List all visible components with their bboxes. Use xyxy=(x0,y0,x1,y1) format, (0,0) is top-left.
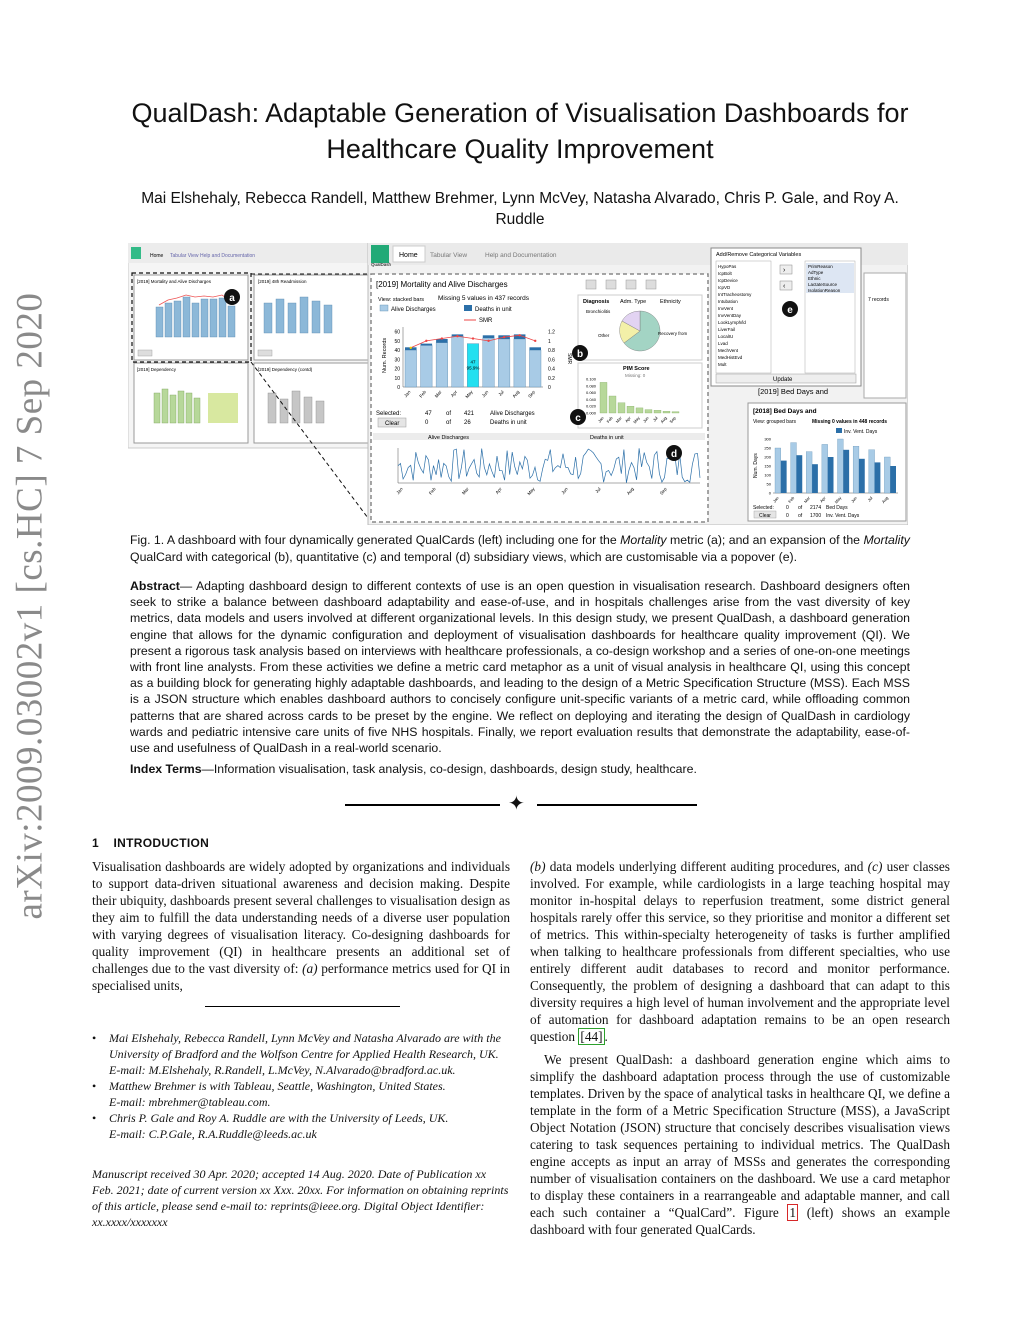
available-var-item: IcpDevice xyxy=(718,278,738,283)
temporal-month-label: Aug xyxy=(625,486,635,496)
tab-ethnicity[interactable]: Ethnicity xyxy=(660,299,681,305)
x-tick-label: Aug xyxy=(511,389,521,399)
svg-text:[2019] Dependency (contd): [2019] Dependency (contd) xyxy=(258,367,313,372)
intro-right-column xyxy=(530,858,950,1238)
svg-text:0: 0 xyxy=(786,505,789,511)
temporal-month-label: May xyxy=(526,486,536,497)
arxiv-identifier: arXiv:2009.03002v1 [cs.HC] 7 Sep 2020 xyxy=(9,292,51,920)
y-tick-label: 50 xyxy=(394,338,400,345)
y-tick-label: 10 xyxy=(394,375,400,382)
svg-text:Alive Discharges: Alive Discharges xyxy=(391,307,436,313)
available-var-item: MechVent xyxy=(718,348,739,353)
pim-tick-label: 0.100 xyxy=(585,376,596,382)
x-tick-label: Jul xyxy=(497,389,505,398)
svg-text:Num. Days: Num. Days xyxy=(753,453,759,478)
y2-tick-label: 0 xyxy=(548,385,551,391)
bed-bar xyxy=(869,450,875,493)
svg-text:View: stacked bars: View: stacked bars xyxy=(378,297,425,303)
svg-text:of: of xyxy=(446,420,452,426)
invvent-bar xyxy=(812,464,818,493)
available-var-item: IntTracheostomy xyxy=(718,292,752,297)
mini-card-readmission xyxy=(254,275,368,360)
pim-bar xyxy=(627,406,634,413)
diagnosis-pie xyxy=(620,311,660,351)
bed-y-tick-label: 100 xyxy=(764,472,771,478)
card-icon-1[interactable] xyxy=(586,280,596,289)
invvent-bar xyxy=(890,466,896,493)
pim-tick-label: 0.040 xyxy=(585,396,596,402)
svg-text:0: 0 xyxy=(786,513,789,519)
svg-text:d: d xyxy=(670,449,678,460)
bed-x-label: May xyxy=(833,495,843,505)
y-tick-label: 60 xyxy=(394,329,400,336)
svg-text:Bed Days: Bed Days xyxy=(826,505,848,511)
bar-alive-jul xyxy=(498,339,510,387)
x-tick-label: Mar xyxy=(433,389,443,399)
bar-alive-aug xyxy=(514,339,526,387)
svg-text:Update: Update xyxy=(773,377,793,383)
main-card-title: [2019] Mortality and Alive Discharges xyxy=(376,280,508,289)
pim-tick-label: 0.060 xyxy=(585,390,596,396)
bed-x-label: Apr xyxy=(818,495,827,504)
pim-x-label: Jun xyxy=(641,415,650,424)
figure-caption: Fig. 1. A dashboard with four dynamically generated QualCards (left) including one for the Mortality metric (a); and an expansion of the Mortality QualCard with categorical (b), quantitative (c) and temporal (d) subsidiary views, which are customisable via a popover (e). xyxy=(130,533,910,564)
bed-bar xyxy=(838,439,844,493)
svg-text:Missing 5 values in 437 record: Missing 5 values in 437 records xyxy=(438,295,530,302)
svg-text:Inv. Vent. Days: Inv. Vent. Days xyxy=(826,513,860,519)
y-tick-label: 0 xyxy=(397,385,400,391)
svg-text:[2019] 48h Readmission: [2019] 48h Readmission xyxy=(258,279,307,284)
pim-tick-label: 0.020 xyxy=(585,403,596,409)
available-var-item: IcpBolt xyxy=(718,271,732,276)
temporal-month-label: Sep xyxy=(658,486,668,496)
section-divider xyxy=(340,791,700,815)
card-icon-3[interactable] xyxy=(626,280,636,289)
pim-bar xyxy=(600,382,607,413)
smr-point xyxy=(503,336,505,338)
mini-card-dependency xyxy=(134,363,248,443)
smr-point xyxy=(472,337,474,339)
bed-x-label: Mar xyxy=(802,495,812,504)
available-var-item: InvVentDay xyxy=(718,313,742,318)
bar-alive-sep xyxy=(529,350,541,387)
figure-svg xyxy=(128,243,908,525)
pim-tick-label: 0.000 xyxy=(585,410,596,416)
selected-var-item: LactateSource xyxy=(808,282,838,287)
svg-text:b: b xyxy=(576,349,584,360)
smr-point xyxy=(441,337,443,339)
available-var-item: Mult xyxy=(718,362,727,367)
temporal-tabbar xyxy=(373,433,705,440)
y2-tick-label: 0.2 xyxy=(548,375,555,382)
pim-bar xyxy=(609,396,616,413)
available-var-item: InvVent xyxy=(718,306,734,311)
bed-bar xyxy=(806,452,812,493)
invvent-bar xyxy=(875,462,881,493)
bar-data-label: 47 xyxy=(470,359,476,365)
y2-tick-label: 0.8 xyxy=(548,348,555,355)
y-tick-label: 40 xyxy=(394,348,400,355)
citation-link[interactable]: [44] xyxy=(580,1029,603,1044)
bed-y-tick-label: 0 xyxy=(768,490,771,496)
svg-text:Num. Records: Num. Records xyxy=(382,337,388,373)
svg-text:7 records: 7 records xyxy=(868,297,889,303)
bed-bar xyxy=(822,444,828,493)
invvent-bar xyxy=(859,459,865,493)
svg-text:Bronchiolitis: Bronchiolitis xyxy=(586,309,611,314)
card-icon-2[interactable] xyxy=(606,280,616,289)
bed-y-tick-label: 50 xyxy=(766,481,771,487)
temporal-month-label: Feb xyxy=(427,486,437,496)
abstract: Abstract— Adapting dashboard design to different contexts of use is an open question in visualisation research. Dashboard designers often seek to strike a balance between dashboard adaptability and ease-of-use, and in hospitals challenges arise from the vast diversity of key metrics, data models and users involved at different organizational levels. In this design study, we present QualDash, a dashboard generation engine that allows for the dynamic configuration and deployment of visualisation dashboards for healthcare quality improvement (QI). We present a rigorous task analysis based on interviews with healthcare professionals, a co-design workshop and a series of one-on-one meetings with front line analysts. From these activities we define a metric card metaphor as a unit of visual analysis in healthcare QI, using this concept as a building block for generating highly adaptable dashboards, and leading to the design of a Metric Specification Structure (MSS). Each MSS is a JSON structure which enables dashboard authors to concisely configure unit-specific variants of a metric card, while offloading common patterns that are shared across cards to be preset by the engine. We reflect on deploying and iterating the design of QualDash in cardiology wards and pediatric intensive care units of five NHS hospitals. Finally, we report evaluation results that demonstrate the adaptability, ease-of-use and usefulness of QualDash in a real-world scenario. xyxy=(130,579,910,756)
smr-point xyxy=(425,340,427,342)
bar-alive-apr xyxy=(452,336,464,387)
bar-deaths-jun xyxy=(483,335,495,338)
svg-text:Selected:: Selected: xyxy=(753,505,774,511)
bed-bar xyxy=(853,446,859,493)
svg-text:Home: Home xyxy=(399,252,418,259)
sub-tab-alive[interactable]: Alive Discharges xyxy=(428,435,469,441)
svg-text:0: 0 xyxy=(425,420,429,426)
smr-point xyxy=(456,335,458,337)
pim-bar xyxy=(636,408,643,413)
temporal-month-label: Jan xyxy=(395,486,404,496)
chevron-left-icon: ‹ xyxy=(783,283,786,290)
bed-x-label: Jul xyxy=(866,495,874,503)
available-var-item: LocalIU xyxy=(718,334,734,339)
bar-alive-jun xyxy=(483,338,495,387)
selected-var-item: Ethnic xyxy=(808,276,821,281)
pim-x-label: Sep xyxy=(668,415,677,425)
bed-bar xyxy=(791,443,797,493)
invvent-bar xyxy=(781,461,787,493)
svg-text:[2019] Dependency: [2019] Dependency xyxy=(137,367,177,372)
temporal-month-label: Apr xyxy=(494,486,503,496)
available-var-item: Intubation xyxy=(718,299,738,304)
tab-diagnosis[interactable]: Diagnosis xyxy=(583,299,610,305)
x-tick-label: Jun xyxy=(480,389,490,399)
tab-adm-type[interactable]: Adm. Type xyxy=(620,299,647,305)
temporal-month-label: Jul xyxy=(594,486,602,495)
qualdash-logo-icon xyxy=(371,245,389,263)
available-var-item: MedHistEvd xyxy=(718,355,743,360)
move-left-button[interactable] xyxy=(780,281,792,290)
mini-card-mortality xyxy=(134,275,248,360)
y2-tick-label: 1 xyxy=(548,338,551,345)
bed-y-tick-label: 250 xyxy=(764,445,771,451)
mini-tab-home: Home xyxy=(150,253,164,259)
y-tick-label: 20 xyxy=(394,366,400,373)
available-var-item: LiverFail xyxy=(718,327,736,332)
bed-bar xyxy=(775,448,781,493)
svg-text:1700: 1700 xyxy=(810,513,822,519)
mini-card-dependency-contd xyxy=(254,363,368,443)
move-right-button[interactable] xyxy=(780,265,792,274)
intro-left-column xyxy=(92,858,510,994)
svg-text:c: c xyxy=(575,413,581,424)
svg-text:[2018] Bed Days and: [2018] Bed Days and xyxy=(753,408,817,415)
svg-text:e: e xyxy=(787,305,793,316)
footnote-rule xyxy=(205,1006,400,1007)
footnote-bradford: • Mai Elshehaly, Rebecca Randell, Lynn McVey and Natasha Alvarado are with the University of Bradford and the Wolfson Centre for Applied Health Research, UK. E-mail: M.Elshehaly, R.Randell, L.McVey, N.Alvarado@bradford.ac.uk. xyxy=(92,1031,501,1077)
svg-text:View: grouped bars: View: grouped bars xyxy=(753,419,796,425)
svg-text:of: of xyxy=(798,505,803,511)
y2-tick-label: 0.6 xyxy=(548,357,555,364)
bed-x-label: Aug xyxy=(880,495,890,505)
smr-point xyxy=(518,334,520,336)
pim-x-label: Aug xyxy=(659,415,668,425)
main-card xyxy=(371,274,708,522)
svg-text:Missing: 0: Missing: 0 xyxy=(625,373,646,378)
mini-tab-help: Help and Documentation xyxy=(200,253,256,259)
tab-help[interactable]: Help and Documentation xyxy=(485,252,557,259)
chevron-right-icon: › xyxy=(783,267,786,274)
bed-x-label: Jan xyxy=(771,495,780,504)
pim-bar xyxy=(672,412,679,413)
svg-text:Alive Discharges: Alive Discharges xyxy=(490,411,535,417)
svg-text:2174: 2174 xyxy=(810,505,822,511)
x-tick-label: Apr xyxy=(449,389,459,399)
bar-alive-mar xyxy=(436,343,448,387)
invvent-bar xyxy=(828,457,834,493)
svg-text:SMR: SMR xyxy=(566,353,572,365)
smr-point xyxy=(487,340,489,342)
index-terms: Index Terms—Information visualisation, task analysis, co-design, dashboards, design study, healthcare. xyxy=(130,762,697,776)
svg-text:QualDash: QualDash xyxy=(371,262,392,267)
bed-days-card-behind xyxy=(864,273,906,398)
pim-x-label: Feb xyxy=(605,415,614,424)
paper-authors: Mai Elshehaly, Rebecca Randell, Matthew Brehmer, Lynn McVey, Natasha Alvarado, Chris P. Gale, and Roy A. Ruddle xyxy=(141,190,899,228)
mini-tab-tabular: Tabular View xyxy=(170,253,199,259)
intro-paragraph-3: We present QualDash: a dashboard generation engine which aims to simplify the dashboard adaptation process through the use of customizable templates. Driven by the space of analytical tasks in healthcare QI, we define a template in the form of a Metric Specification Structure (MSS), a JavaScript Object Notation (JSON) structure that concisely describes visualisation views catering to task sequences pertaining to individual metrics. The QualDash engine accepts as input an array of MSSs and generates the corresponding number of visualisation containers on the dashboard. We use a card metaphor to display these containers in a rearrangeable and adaptable manner, and call each such container a “QualCard”. Figure 1 (left) shows an example dashboard with four generated QualCards. xyxy=(530,1052,950,1237)
x-tick-label: May xyxy=(464,389,474,400)
svg-text:26: 26 xyxy=(464,420,471,426)
bar-alive-jan xyxy=(405,350,417,387)
tab-tabular[interactable]: Tabular View xyxy=(430,252,468,259)
pim-bar xyxy=(618,403,625,413)
logo-icon xyxy=(131,247,141,259)
bar-deaths-feb xyxy=(421,344,433,346)
svg-text:Inv. Vent. Days: Inv. Vent. Days xyxy=(844,429,878,435)
divider-star-icon: ✦ xyxy=(508,791,525,815)
x-tick-label: Jan xyxy=(403,389,412,399)
pim-bar xyxy=(654,410,661,413)
svg-text:421: 421 xyxy=(464,411,475,417)
bed-x-label: Feb xyxy=(787,495,796,504)
legend-deaths-swatch xyxy=(464,305,472,311)
footnote-leeds: • Chris P. Gale and Roy A. Ruddle are with the University of Leeds, UK. E-mail: C.P.Gale, R.A.Ruddle@leeds.ac.uk xyxy=(92,1111,449,1141)
svg-text:Clear: Clear xyxy=(385,421,400,427)
legend-invvent-swatch xyxy=(836,428,842,433)
x-tick-label: Sep xyxy=(527,389,536,399)
bed-y-tick-label: 300 xyxy=(764,436,771,442)
selected-var-item: IsolationReason xyxy=(808,288,841,293)
bed-days-card xyxy=(748,403,906,521)
invvent-bar xyxy=(843,450,849,493)
svg-text:Other: Other xyxy=(598,333,610,338)
pim-x-label: Apr xyxy=(623,415,632,424)
card-icon-4[interactable] xyxy=(646,280,656,289)
intro-paragraph-2: (b) data models underlying different auditing procedures, and (c) user classes involved. For example, while cardiologists in a large teaching hospital may monitor in-hospital delays to reperfusion treatment, some district general hospitals rarely offer this service, so they prioritise and monitor a different set of metrics. This within-specialty heterogeneity of tasks is further amplified when talking to healthcare professionals from different specialties, who use entirely different audit databases to record and monitor performance. Consequently, the problem of designing a dashboard that can adapt to this diversity requires a high level of human involvement and the appropriate level of automation for dashboard adaptation remains to be an open research question [44] . xyxy=(530,859,950,1044)
smr-point xyxy=(534,340,536,342)
pim-x-label: Jan xyxy=(596,415,605,424)
x-tick-label: Feb xyxy=(418,389,428,399)
temporal-month-label: Mar xyxy=(460,486,470,496)
svg-text:Clear: Clear xyxy=(759,513,771,519)
card-behind-title: [2019] Bed Days and xyxy=(758,387,829,396)
bed-bar xyxy=(884,457,890,493)
svg-text:of: of xyxy=(446,411,452,417)
svg-text:47: 47 xyxy=(425,411,432,417)
bed-x-label: Jun xyxy=(849,495,858,504)
section-heading: 1 INTRODUCTION xyxy=(92,836,210,850)
intro-paragraph-1: Visualisation dashboards are widely adopted by organizations and individuals to support data-driven situational awareness and decision making. Despite their ubiquity, dashboards present several challenges to visualisation design as they aim to fulfill the data understanding needs of a diverse user population with varying degrees of visualisation literacy. Co-designing dashboards for quality improvement (QI) in healthcare presents an additional set of challenges due to the vast diversity of: (a) performance metrics used for QI in specialised units, xyxy=(92,859,510,993)
available-var-item: HypoPas xyxy=(718,264,737,269)
pim-x-label: May xyxy=(632,415,641,425)
invvent-bar xyxy=(796,455,802,493)
svg-text:of: of xyxy=(798,513,803,519)
selected-var-item: PrimReason xyxy=(808,264,833,269)
selected-var-item: AdType xyxy=(808,270,824,275)
bar-alive-feb xyxy=(421,345,433,387)
available-var-item: IcpVD xyxy=(718,285,731,290)
figure-1 xyxy=(128,243,908,525)
manuscript-info: Manuscript received 30 Apr. 2020; accepted 14 Aug. 2020. Date of Publication xx Feb. 2021; date of current version xx Xxx. 20xx. For information on obtaining reprints of this article, please send e-mail to: reprints@ieee.org. Digital Object Identifier: xx.xxxx/xxxxxxx xyxy=(92,1167,509,1229)
y2-tick-label: 1.2 xyxy=(548,329,555,336)
svg-text:Deaths in unit: Deaths in unit xyxy=(475,307,512,313)
available-var-item: LookLymph/ld xyxy=(718,320,746,325)
footnote-tableau: • Matthew Brehmer is with Tableau, Seattle, Washington, United States. E-mail: mbrehmer@tableau.com. xyxy=(92,1079,446,1109)
bed-y-tick-label: 200 xyxy=(764,454,771,460)
svg-text:[2019] Mortality and Alive Dis: [2019] Mortality and Alive Discharges xyxy=(137,279,212,284)
svg-text:Deaths in unit: Deaths in unit xyxy=(490,420,527,426)
paper-title: QualDash: Adaptable Generation of Visualisation Dashboards for Healthcare Quality Improvement xyxy=(131,98,909,164)
pim-tick-label: 0.080 xyxy=(585,383,596,389)
y-tick-label: 30 xyxy=(394,357,400,364)
bed-y-tick-label: 150 xyxy=(764,463,771,469)
y2-tick-label: 0.4 xyxy=(548,366,555,373)
svg-text:Add/Remove Categorical Variabl: Add/Remove Categorical Variables xyxy=(716,252,802,258)
sub-tab-deaths[interactable]: Deaths in unit xyxy=(590,435,624,441)
pim-x-label: Mar xyxy=(614,415,623,424)
smr-point xyxy=(410,347,412,349)
temporal-month-label: Jun xyxy=(560,486,569,496)
svg-text:PIM Score: PIM Score xyxy=(623,366,650,372)
available-var-item: Lvad xyxy=(718,341,728,346)
legend-alive-swatch xyxy=(380,305,388,311)
svg-text:Selected:: Selected: xyxy=(376,411,402,417)
svg-text:Missing 0 values in 448 record: Missing 0 values in 448 records xyxy=(812,419,888,425)
pim-bar xyxy=(645,410,652,413)
figure-link[interactable]: 1 xyxy=(789,1205,797,1220)
bar-data-label-pct: 95.9% xyxy=(466,365,480,371)
svg-text:a: a xyxy=(229,293,235,304)
footnotes xyxy=(92,1030,510,1142)
bar-deaths-sep xyxy=(529,347,541,350)
pim-x-label: Jul xyxy=(651,415,659,423)
svg-text:Recovery from: Recovery from xyxy=(658,331,688,336)
svg-text:SMR: SMR xyxy=(479,318,493,324)
pim-bar xyxy=(663,411,670,413)
variables-popover xyxy=(711,248,861,386)
